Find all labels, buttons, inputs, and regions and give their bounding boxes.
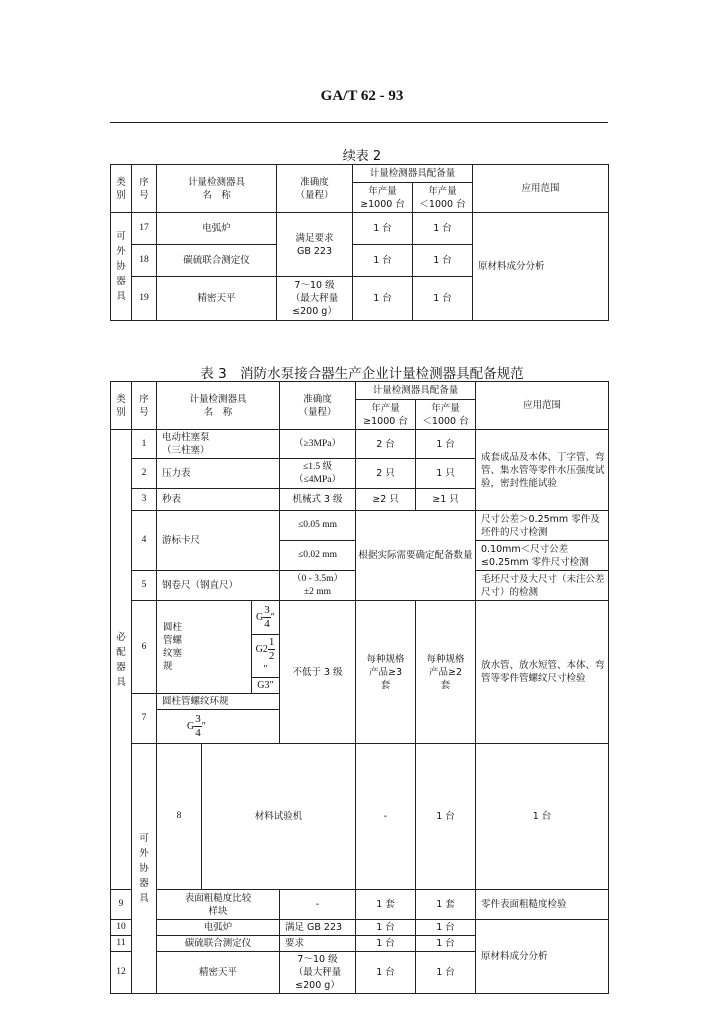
accuracy-cell: 满足 GB 223 [280, 920, 356, 936]
category-required: 必配器具 [111, 430, 132, 890]
config-small: 1 台 [416, 952, 476, 994]
scope-cell: 毛坯尺寸及大尺寸（未注公差尺寸）的检测 [476, 571, 609, 601]
thread-spec-g3: G3″ [252, 678, 280, 694]
col-header-seq: 序号 [132, 382, 157, 430]
instrument-name: 圆柱管螺纹环规 [157, 694, 280, 710]
col-header-category: 类别 [111, 165, 132, 213]
config-small: 1 台 [416, 936, 476, 952]
instrument-name: 电动柱塞泵 （三柱塞） [157, 430, 280, 459]
config-small: 1 台 [416, 430, 476, 459]
config-small: 1 台 [413, 277, 473, 321]
config-small: 1 台 [476, 744, 609, 890]
config-small: 1 台 [413, 213, 473, 245]
seq-cell: 5 [132, 571, 157, 601]
instrument-name: 表面粗糙度比较 样块 [157, 890, 280, 920]
seq-cell: 17 [132, 213, 157, 245]
seq-cell: 1 [132, 430, 157, 459]
instrument-name: 钢卷尺（钢直尺） [157, 571, 280, 601]
accuracy-cell: 要求 [280, 936, 356, 952]
config-big: 1 台 [356, 952, 416, 994]
seq-cell: 4 [132, 511, 157, 571]
accuracy-cell: - [280, 890, 356, 920]
col-header-seq: 序号 [132, 165, 157, 213]
instrument-name: 碳硫联合测定仪 [157, 936, 280, 952]
seq-cell: 6 [132, 601, 157, 694]
scope-cell: 原材料成分分析 [476, 920, 609, 994]
col-header-instrument: 计量检测器具 名 称 [157, 382, 280, 430]
config-big: ≥2 只 [356, 489, 416, 511]
instrument-name: 材料试验机 [202, 744, 356, 890]
instrument-name: 游标卡尺 [157, 511, 280, 571]
config-big: 2 台 [356, 430, 416, 459]
accuracy-cell: ≤1.5 级 （≤4MPa） [280, 459, 356, 489]
seq-cell: 9 [111, 890, 132, 920]
header-rule [110, 122, 608, 123]
col-header-config: 计量检测器具配备量 [353, 165, 473, 183]
seq-cell: 3 [132, 489, 157, 511]
col-header-scope: 应用范围 [476, 382, 609, 430]
accuracy-cell: ≤0.02 mm [280, 541, 356, 571]
instrument-name: 电弧炉 [157, 213, 277, 245]
accuracy-cell: 机械式 3 级 [280, 489, 356, 511]
config-small: 1 只 [416, 459, 476, 489]
seq-cell: 7 [132, 694, 157, 744]
thread-spec-g212: G2 $\frac{1}{2}$ ″ [252, 635, 280, 678]
config-small: 1 台 [416, 920, 476, 936]
accuracy-cell: 不低于 3 级 [280, 601, 356, 744]
instrument-name: 电弧炉 [157, 920, 280, 936]
config-big: 每种规格 产品≥3 套 [356, 601, 416, 744]
seq-cell: 8 [157, 744, 202, 890]
accuracy-cell: 7～10 级 （最大秤量 ≤200 g） [277, 277, 353, 321]
config-big: 2 只 [356, 459, 416, 489]
config-big: 1 台 [353, 245, 413, 277]
category-outsource: 可外协器具 [111, 213, 132, 321]
table1 [110, 164, 609, 321]
scope-cell: 成套成品及本体、丁字管、弯管、集水管等零件水压强度试验，密封性能试验 [476, 430, 609, 511]
accuracy-cell: ≤0.05 mm [280, 511, 356, 541]
accuracy-cell: （≥3MPa） [280, 430, 356, 459]
config-big: 1 套 [356, 890, 416, 920]
instrument-name: 秒表 [157, 489, 280, 511]
col-header-annual-big: 年产量 ≥1000 台 [353, 183, 413, 213]
seq-cell: 11 [111, 936, 132, 952]
config-big: 1 台 [356, 936, 416, 952]
instrument-name: 压力表 [157, 459, 280, 489]
col-header-category: 类别 [111, 382, 132, 430]
accuracy-cell: 7～10 级 （最大秤量 ≤200 g） [280, 952, 356, 994]
config-big: 1 台 [353, 277, 413, 321]
instrument-name: 圆柱 管螺 纹塞 规 [157, 601, 252, 694]
accuracy-cell: - [356, 744, 416, 890]
config-small: ≥1 只 [416, 489, 476, 511]
instrument-name: 碳硫联合测定仪 [157, 245, 277, 277]
config-small: 1 套 [416, 890, 476, 920]
table2 [110, 381, 609, 994]
config-big: 1 台 [356, 920, 416, 936]
config-cell: 根据实际需要确定配备数量 [356, 511, 476, 601]
config-small: 1 台 [413, 245, 473, 277]
config-big: 1 台 [353, 213, 413, 245]
col-header-accuracy: 准确度 （量程） [277, 165, 353, 213]
standard-number: GA/T 62 - 93 [320, 88, 404, 104]
instrument-name: 精密天平 [157, 952, 280, 994]
seq-cell: 2 [132, 459, 157, 489]
accuracy-cell: 满足要求 GB 223 [277, 213, 353, 277]
scope-cell: 零件表面粗糙度检验 [476, 890, 609, 920]
thread-spec-g34: G $\frac{3}{4}$ ″ [252, 601, 280, 635]
scope-cell: 放水管、放水短管、本体、弯管等零件管螺纹尺寸检验 [476, 601, 609, 744]
thread-spec-ring: G $\frac{3}{4}$ ″ [157, 710, 280, 744]
seq-cell: 10 [111, 920, 132, 936]
col-header-annual-big: 年产量 ≥1000 台 [356, 400, 416, 430]
seq-cell: 19 [132, 277, 157, 321]
col-header-config: 计量检测器具配备量 [356, 382, 476, 400]
category-outsource: 可外协器具 [132, 744, 157, 994]
scope-cell: 尺寸公差＞0.25mm 零件及坯件的尺寸检测 [476, 511, 609, 541]
instrument-name: 精密天平 [157, 277, 277, 321]
scope-cell: 原材料成分分析 [473, 213, 609, 321]
col-header-instrument: 计量检测器具 名 称 [157, 165, 277, 213]
config-small: 每种规格 产品≥2 套 [416, 601, 476, 744]
table2-caption: 表 3 消防水泵接合器生产企业计量检测器具配备规范 [200, 366, 524, 382]
col-header-annual-small: 年产量 ＜1000 台 [413, 183, 473, 213]
seq-cell: 18 [132, 245, 157, 277]
scope-cell: 0.10mm＜尺寸公差≤0.25mm 零件尺寸检测 [476, 541, 609, 571]
seq-cell: 12 [111, 952, 132, 994]
col-header-annual-small: 年产量 ＜1000 台 [416, 400, 476, 430]
col-header-scope: 应用范围 [473, 165, 609, 213]
table1-caption: 续表 2 [342, 149, 382, 164]
config-big: 1 台 [416, 744, 476, 890]
accuracy-cell: （0 - 3.5m） ±2 mm [280, 571, 356, 601]
col-header-accuracy: 准确度 （量程） [280, 382, 356, 430]
